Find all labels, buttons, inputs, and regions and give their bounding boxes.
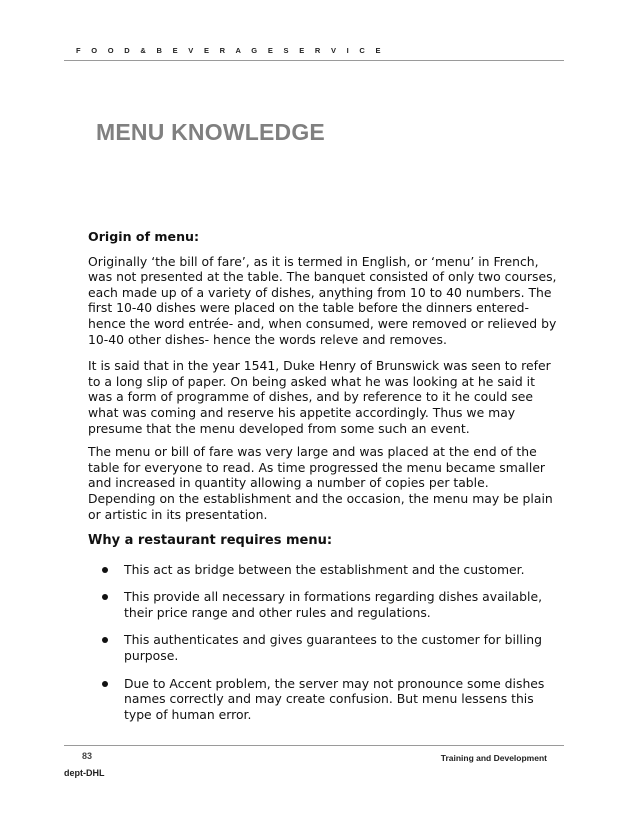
header-divider: [64, 60, 564, 61]
list-item: [88, 562, 558, 578]
bullet-icon: [102, 637, 108, 643]
footer-title: Training and Development: [440, 753, 547, 763]
bullet-icon: [102, 594, 108, 600]
bullet-list: [88, 562, 558, 723]
section-heading-origin: Origin of menu:: [88, 229, 200, 244]
list-item-text: This authenticates and gives guarantees to the customer for billing purpose.: [124, 632, 542, 664]
footer-dept: dept-DHL: [64, 768, 105, 778]
list-item-text: Due to Accent problem, the server may not pronounce some dishes names correctly and may create confusion. But menu lessens this type of human error.: [124, 675, 545, 722]
list-item-text: This provide all necessary in formations regarding dishes available, their price range and other rules and regulations.: [124, 589, 543, 620]
section-heading-why-menu: Why a restaurant requires menu:: [88, 533, 333, 549]
page-number: 83: [82, 751, 93, 761]
list-item-text: This act as bridge between the establishment and the customer.: [124, 561, 525, 577]
list-item: [88, 676, 558, 723]
paragraph: The menu or bill of fare was very large and was placed at the end of the table for everyone to read. As time progressed the menu became smaller and increased in quantity allowing a number of copies per table. Depending on the establishment and the occasion, the menu may be plain or artistic in its presentation.: [88, 444, 553, 522]
list-item: [88, 632, 558, 663]
bullet-icon: [102, 681, 108, 687]
page-title: MENU KNOWLEDGE: [96, 119, 325, 145]
footer-divider: [64, 745, 564, 746]
main-content: [88, 229, 558, 734]
running-header: F O O D & B E V E R A G E S E R V I C E: [76, 46, 385, 55]
paragraph: Originally ‘the bill of fare’, as it is termed in English, or ‘menu’ in French, was not presented at the table. The banquet consisted of only two courses, each made up of a variety of dishes, anything from 10 to 40 numbers. The first 10-40 dishes were placed on the table before the dinners entered- hence the word entrée- and, when consumed, were removed or relieved by 10-40 other dishes- hence the words releve and removes.: [88, 253, 557, 347]
bullet-icon: [102, 567, 108, 573]
paragraph: It is said that in the year 1541, Duke Henry of Brunswick was seen to refer to a long slip of paper. On being asked what he was looking at he said it was a form of programme of dishes, and by reference to it he could see what was coming and reserve his appetite accordingly. Thus we may presume that the menu developed from some such an event.: [88, 358, 551, 436]
list-item: [88, 589, 558, 620]
